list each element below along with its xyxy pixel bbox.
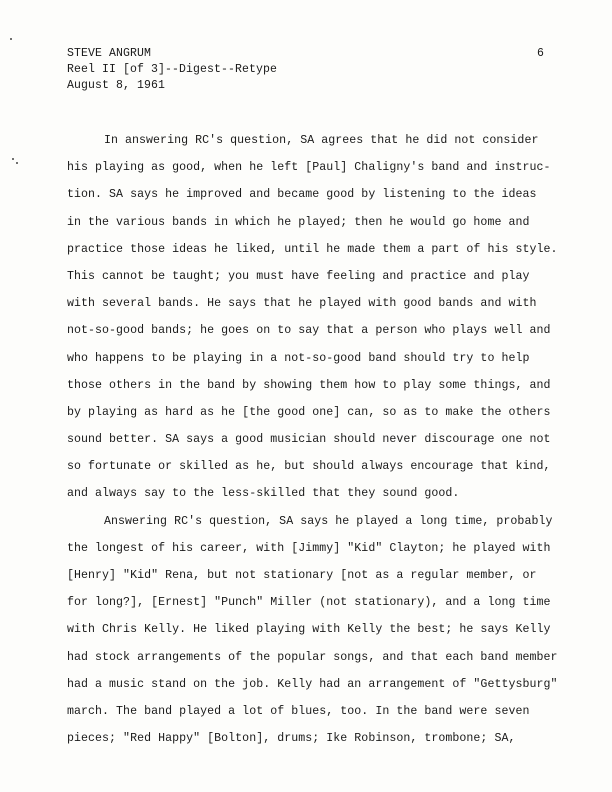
text-line: had stock arrangements of the popular songs, and that each band member: [67, 650, 558, 664]
scan-speck: [12, 158, 14, 160]
text-line: those others in the band by showing them how to play some things, and: [67, 378, 551, 392]
text-line: practice those ideas he liked, until he made them a part of his style.: [67, 242, 558, 256]
transcript-body: [67, 127, 577, 752]
interviewee-name: STEVE ANGRUM: [67, 47, 152, 60]
text-line: pieces; "Red Happy" [Bolton], drums; Ike Robinson, trombone; SA,: [67, 732, 516, 746]
text-line: and always say to the less-skilled that they sound good.: [67, 487, 460, 501]
text-line: with several bands. He says that he played with good bands and with: [67, 297, 537, 311]
text-line: Answering RC's question, SA says he played a long time, probably: [104, 514, 553, 528]
interview-date: August 8, 1961: [67, 79, 166, 92]
text-line: This cannot be taught; you must have feeling and practice and play: [67, 269, 530, 283]
text-line: for long?], [Ernest] "Punch" Miller (not stationary), and a long time: [67, 596, 551, 610]
scan-speck: [16, 162, 18, 164]
text-line: the longest of his career, with [Jimmy] "Kid" Clayton; he played with: [67, 541, 551, 555]
text-line: march. The band played a lot of blues, too. In the band were seven: [67, 704, 530, 718]
text-line: had a music stand on the job. Kelly had an arrangement of "Gettysburg": [67, 677, 558, 691]
text-line: [Henry] "Kid" Rena, but not stationary [not as a regular member, or: [67, 569, 537, 582]
text-line: so fortunate or skilled as he, but should always encourage that kind,: [67, 460, 551, 474]
scan-speck: [10, 38, 12, 40]
page-number: 6: [537, 47, 544, 60]
text-line: tion. SA says he improved and became good by listening to the ideas: [67, 188, 537, 202]
text-line: with Chris Kelly. He liked playing with Kelly the best; he says Kelly: [67, 623, 551, 637]
text-line: who happens to be playing in a not-so-good band should try to help: [67, 351, 530, 365]
text-line: by playing as hard as he [the good one] can, so as to make the others: [67, 405, 551, 419]
reel-info: Reel II [of 3]--Digest--Retype: [67, 63, 278, 76]
text-line: his playing as good, when he left [Paul] Chaligny's band and instruc-: [67, 161, 551, 175]
text-line: in the various bands in which he played; then he would go home and: [67, 215, 530, 229]
text-line: not-so-good bands; he goes on to say that a person who plays well and: [67, 324, 551, 338]
text-line: In answering RC's question, SA agrees that he did not consider: [104, 134, 539, 147]
text-line: sound better. SA says a good musician should never discourage one not: [67, 433, 551, 447]
document-header: [67, 46, 277, 94]
